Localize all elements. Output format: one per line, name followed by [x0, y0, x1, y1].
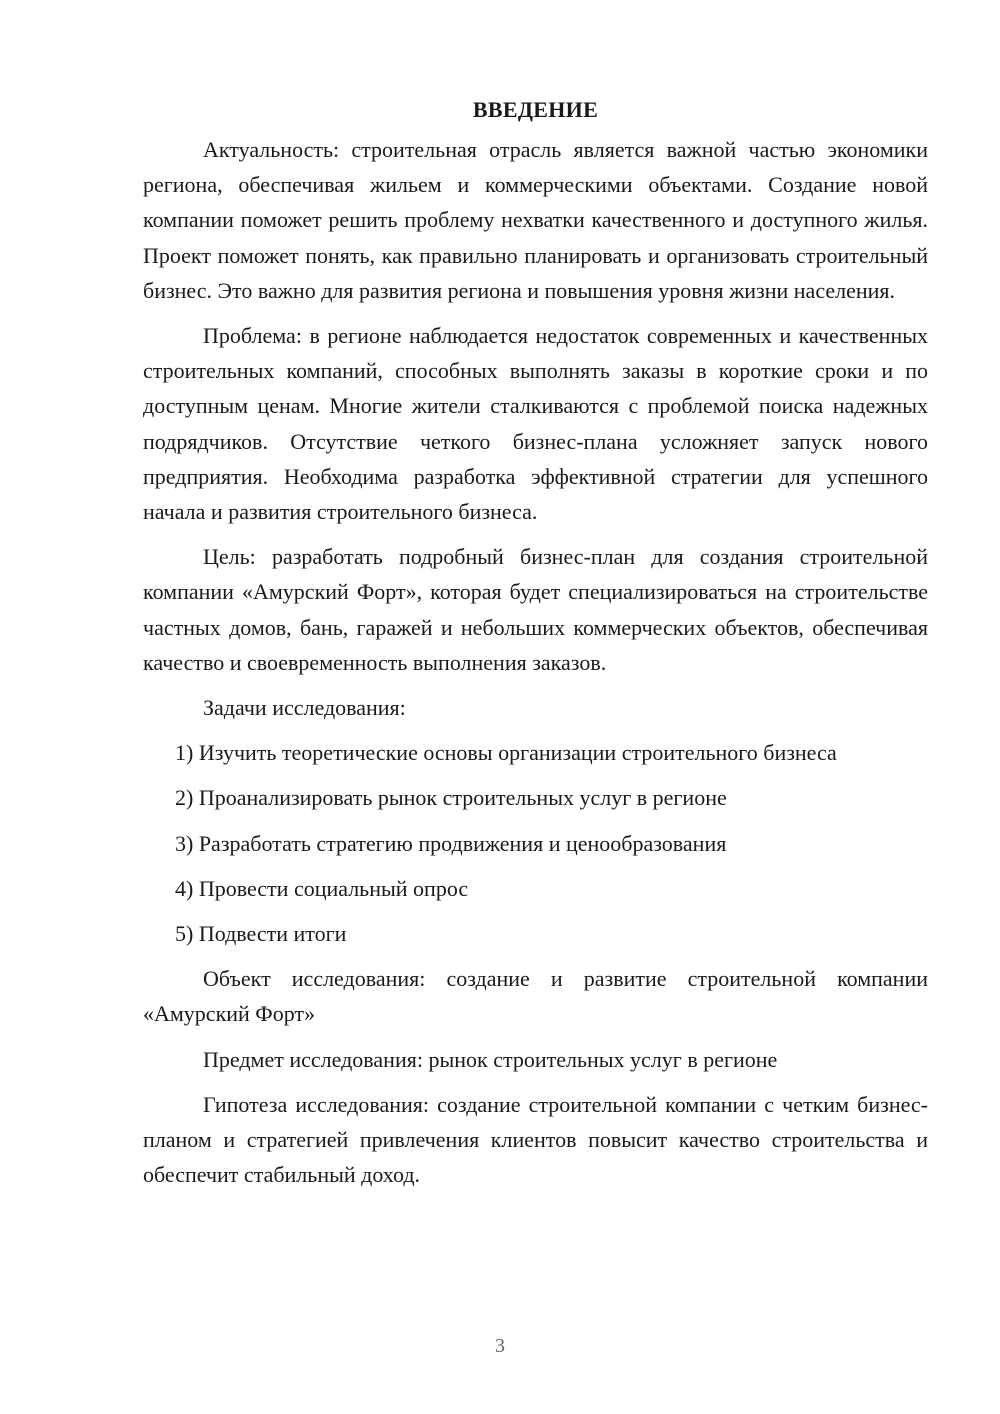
paragraph-goal: Цель: разработать подробный бизнес-план для создания строительной компании «Амурский Форт», которая будет специализироваться на строительстве частных домов, бань, гаражей и небольших коммерческих объектов, обеспечивая качество и своевременность выполнения заказов. — [143, 544, 928, 675]
list-item: 5) Подвести итоги — [175, 921, 347, 947]
list-item: 3) Разработать стратегию продвижения и ценообразования — [175, 830, 727, 856]
paragraph-problem: Проблема: в регионе наблюдается недостаток современных и качественных строительных компаний, способных выполнять заказы в короткие сроки и по доступным ценам. Многие жители сталкиваются с проблемой поиска надежных подрядчиков. Отсутствие четкого бизнес-плана усложняет запуск нового предприятия. Необходима разработка эффективной стратегии для успешного начала и развития строительного бизнеса. — [143, 323, 928, 525]
page-number: 3 — [495, 1335, 505, 1357]
paragraph-hypothesis: Гипотеза исследования: создание строительной компании с четким бизнес-планом и стратегией привлечения клиентов повысит качество строительства и обеспечит стабильный доход. — [143, 1091, 928, 1188]
paragraph-relevance: Актуальность: строительная отрасль является важной частью экономики региона, обеспечивая жильем и коммерческими объектами. Создание новой компании поможет решить проблему нехватки качественного и доступного жилья. Проект поможет понять, как правильно планировать и организовать строительный бизнес. Это важно для развития региона и повышения уровня жизни населения. — [143, 137, 928, 303]
paragraph-subject: Предмет исследования: рынок строительных услуг в регионе — [203, 1046, 778, 1072]
list-item: 1) Изучить теоретические основы организации строительного бизнеса — [175, 740, 837, 766]
list-item: 4) Провести социальный опрос — [175, 875, 469, 901]
document-page — [143, 92, 928, 1202]
paragraph-object: Объект исследования: создание и развитие строительной компании «Амурский Форт» — [143, 966, 928, 1027]
tasks-list — [143, 735, 928, 951]
list-item: 2) Проанализировать рынок строительных услуг в регионе — [175, 785, 727, 811]
paragraph-tasks-intro: Задачи исследования: — [203, 695, 406, 721]
page-title: ВВЕДЕНИЕ — [472, 97, 599, 122]
